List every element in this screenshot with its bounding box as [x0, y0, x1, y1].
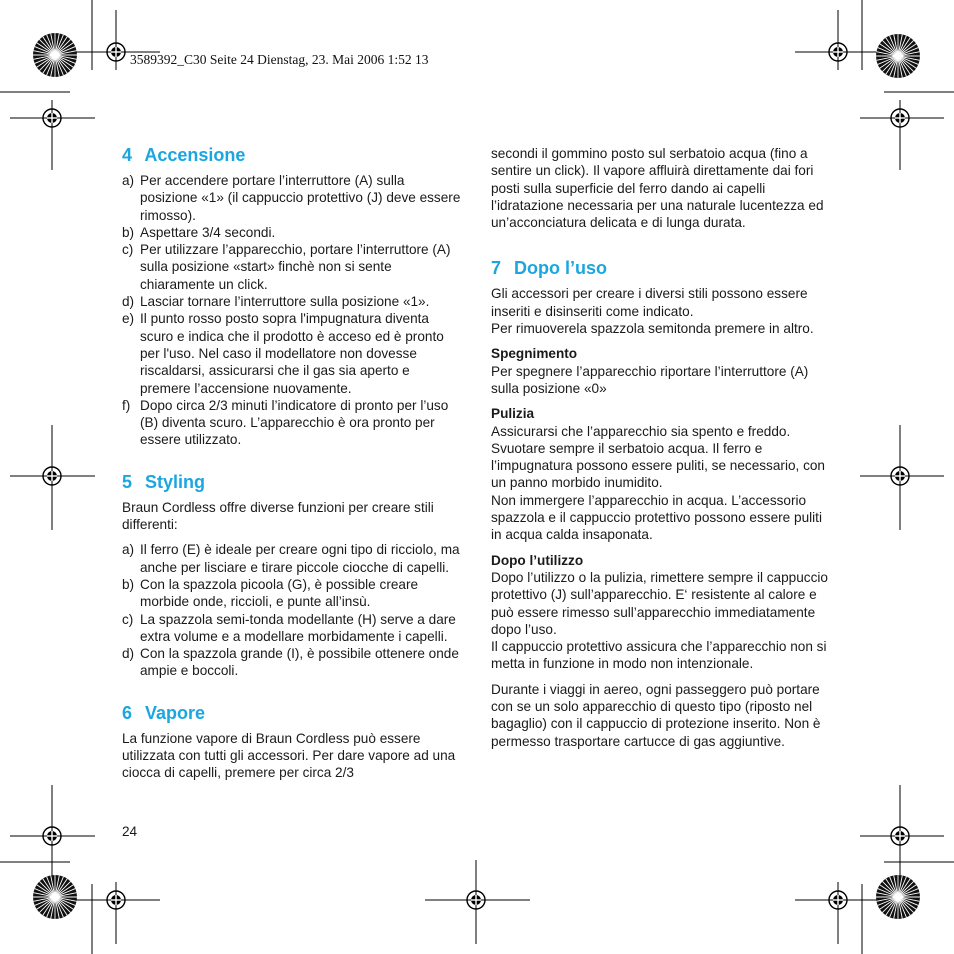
list-item: e) Il punto rosso posto sopra l'impugnatura diventa scuro e indica che il prodotto è acceso ed è pronto per l'uso. Nel caso il modellatore non dovesse riscaldarsi, assicurarsi che il gas sia aperto e premere l’accensione nuovamente.: [122, 311, 444, 396]
paragraph: Dopo l’utilizzo o la pulizia, rimettere sempre il cappuccio protettivo (J) sull’apparecchio. E‘ resistente al calore e può essere rimesso sull’apparecchio immediatamente dopo l’uso.: [491, 569, 828, 637]
section-styling: [122, 471, 464, 680]
paragraph: Braun Cordless offre diverse funzioni per creare stili differenti:: [122, 499, 434, 533]
color-target-icon: [33, 33, 77, 77]
section-heading: 5 Styling: [122, 471, 206, 492]
list-item: a) Per accendere portare l’interruttore (A) sulla posizione «1» (il cappuccio protettivo (J) deve essere rimosso).: [122, 173, 461, 223]
right-column: [491, 145, 833, 750]
paragraph: Per rimuoverela spazzola semitonda premere in altro.: [491, 321, 814, 337]
section-heading: 6 Vapore: [122, 702, 206, 723]
list-item: c) Per utilizzare l’apparecchio, portare l’interruttore (A) sulla posizione «start» finchè non si sente chiaramente un click.: [122, 242, 451, 292]
styles-list: [122, 541, 464, 679]
subheading: Dopo l’utilizzo: [491, 552, 584, 568]
registration-mark-icon: [882, 818, 918, 854]
paragraph: Il cappuccio protettivo assicura che l’apparecchio non si metta in funzione in modo non intenzionale.: [491, 639, 827, 672]
color-target-icon: [876, 875, 920, 919]
color-target-icon: [876, 34, 920, 78]
registration-mark-icon: [34, 458, 70, 494]
list-item: b) Aspettare 3/4 secondi.: [122, 224, 276, 240]
list-item: d) Lasciar tornare l’interruttore sulla posizione «1».: [122, 294, 430, 310]
list-item: f) Dopo circa 2/3 minuti l’indicatore di pronto per l’uso (B) diventa scuro. L’apparecchio è ora pronto per essere utilizzato.: [122, 397, 449, 448]
paragraph: Non immergere l’apparecchio in acqua. L’accessorio spazzola e il cappuccio protettivo possono essere puliti in acqua calda insaponata.: [491, 492, 822, 543]
registration-mark-icon: [820, 882, 856, 918]
registration-mark-icon: [882, 458, 918, 494]
section-accensione: [122, 144, 464, 449]
registration-mark-icon: [98, 34, 134, 70]
registration-mark-icon: [34, 100, 70, 136]
paragraph: Durante i viaggi in aereo, ogni passeggero può portare con se un solo apparecchio di questo tipo (riposto nel bagaglio) con il cappuccio di protezione inserito. Non è permesso trasportare cartucce di gas aggiuntive.: [491, 681, 821, 749]
color-target-icon: [33, 875, 77, 919]
registration-mark-icon: [34, 818, 70, 854]
subheading: Pulizia: [491, 406, 535, 422]
registration-mark-icon: [458, 882, 494, 918]
paragraph: Assicurarsi che l’apparecchio sia spento e freddo. Svuotare sempre il serbatoio acqua. Il ferro e l’impugnatura possono essere puliti, se necessario, con un panno morbido inumidito.: [491, 423, 825, 491]
registration-mark-icon: [882, 100, 918, 136]
paragraph: Per spegnere l’apparecchio riportare l’interruttore (A) sulla posizione «0»: [491, 363, 809, 396]
subheading: Spegnimento: [491, 346, 578, 362]
paragraph: La funzione vapore di Braun Cordless può essere utilizzata con tutti gli accessori. Per dare vapore ad una ciocca di capelli, premere per circa 2/3: [122, 730, 456, 781]
page-number: 24: [122, 824, 138, 839]
list-item: c) La spazzola semi-tonda modellante (H) serve a dare extra volume e a modellare morbidamente i capelli.: [122, 611, 456, 644]
registration-mark-icon: [820, 34, 856, 70]
paragraph: secondi il gommino posto sul serbatoio acqua (fino a sentire un click). Il vapore affluirà direttamente dai fori posti sulla superficie del ferro dando ai capelli l’idratazione necessaria per una naturale lucentezza ed un’acconciatura delicata e di lunga durata.: [491, 146, 824, 231]
list-item: d) Con la spazzola grande (I), è possibile ottenere onde ampie e boccoli.: [122, 646, 459, 679]
paragraph: Gli accessori per creare i diversi stili possono essere inseriti e disinseriti come indicato.: [491, 286, 808, 319]
list-item: a) Il ferro (E) è ideale per creare ogni tipo di ricciolo, ma anche per lisciare e tirare piccole ciocche di capelli.: [122, 542, 460, 575]
section-vapore: [122, 702, 464, 782]
steps-list: [122, 172, 464, 449]
list-item: b) Con la spazzola picoola (G), è possible creare morbide onde, riccioli, e punte all’insù.: [122, 576, 419, 610]
section-heading: 4 Accensione: [122, 145, 246, 165]
section-heading: 7 Dopo l’uso: [491, 258, 608, 279]
registration-mark-icon: [98, 882, 134, 918]
print-slug: 3589392_C30 Seite 24 Dienstag, 23. Mai 2006 1:52 13: [130, 52, 429, 67]
section-dopo-uso: [491, 257, 833, 749]
left-column: [122, 144, 464, 804]
